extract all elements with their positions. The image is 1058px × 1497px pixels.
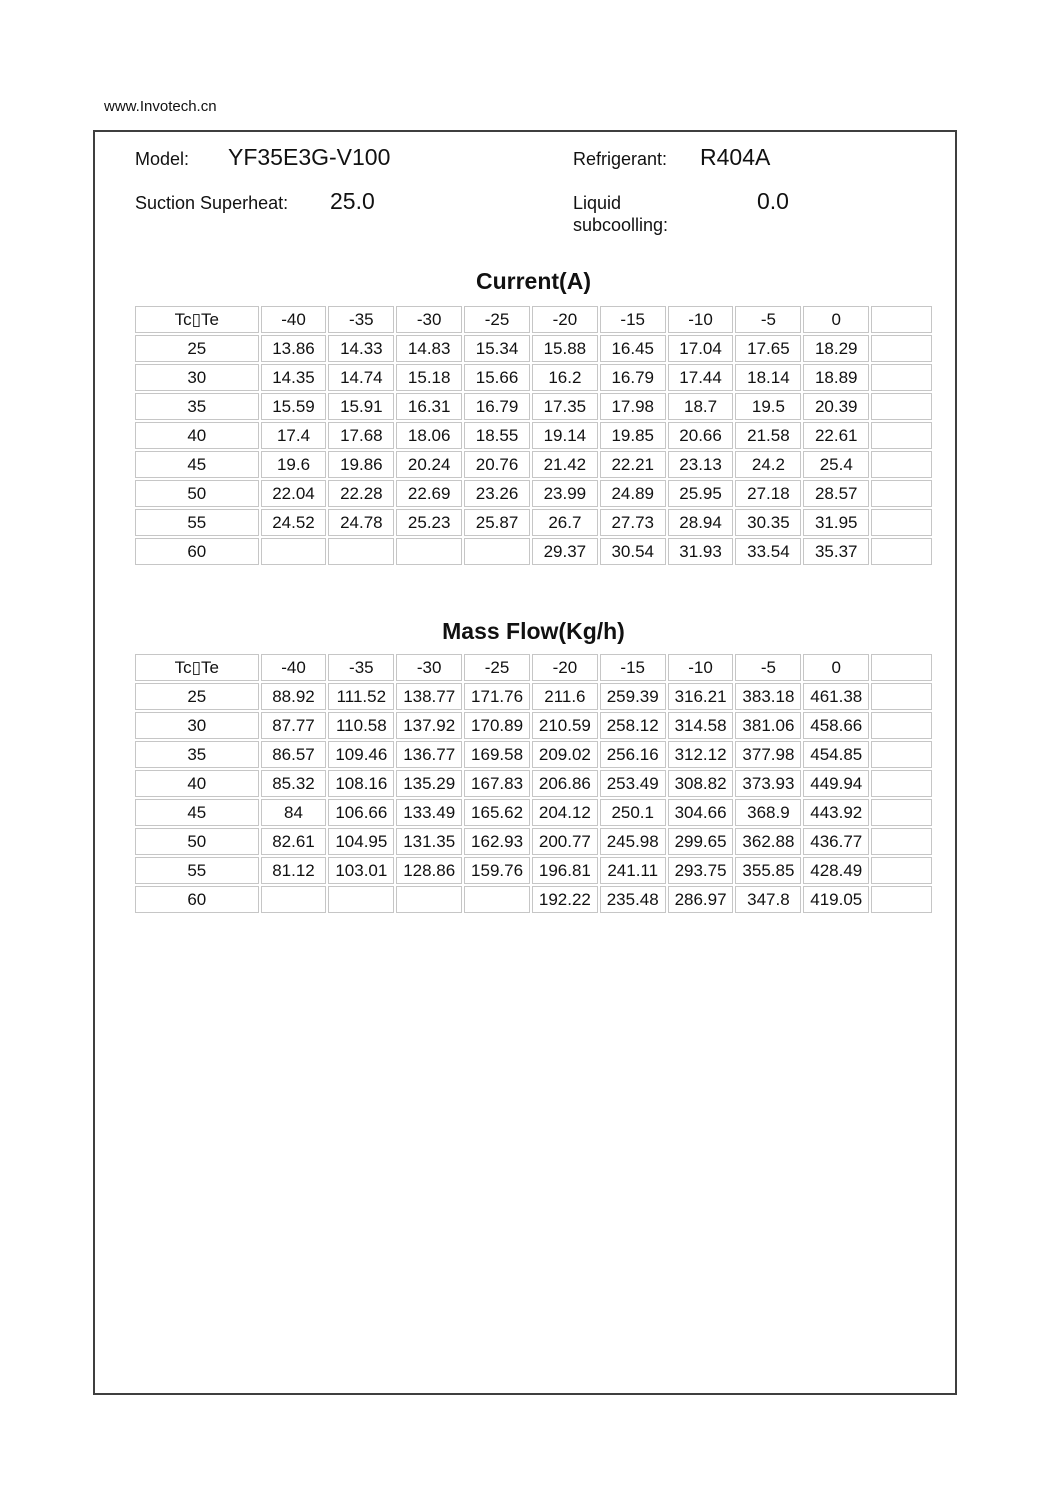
value-cell: 159.76 xyxy=(464,857,530,884)
value-cell: 31.95 xyxy=(803,509,869,536)
value-cell: 131.35 xyxy=(396,828,462,855)
value-cell: 258.12 xyxy=(600,712,666,739)
value-cell: 192.22 xyxy=(532,886,598,913)
table-row xyxy=(135,741,932,768)
value-cell: 21.58 xyxy=(735,422,801,449)
empty-cell xyxy=(328,538,394,565)
value-cell: 21.42 xyxy=(532,451,598,478)
value-cell: 204.12 xyxy=(532,799,598,826)
value-cell: 104.95 xyxy=(328,828,394,855)
col-header-cell: -5 xyxy=(735,306,801,333)
empty-cell xyxy=(871,509,932,536)
value-cell: 458.66 xyxy=(803,712,869,739)
empty-cell xyxy=(871,422,932,449)
value-cell: 18.7 xyxy=(668,393,734,420)
refrigerant-value: R404A xyxy=(700,144,771,170)
value-cell: 14.33 xyxy=(328,335,394,362)
value-cell: 167.83 xyxy=(464,770,530,797)
table-row xyxy=(135,770,932,797)
value-cell: 23.26 xyxy=(464,480,530,507)
table-header-row xyxy=(135,306,932,333)
value-cell: 314.58 xyxy=(668,712,734,739)
value-cell: 81.12 xyxy=(261,857,327,884)
table-row xyxy=(135,422,932,449)
value-cell: 316.21 xyxy=(668,683,734,710)
row-header-cell: 55 xyxy=(135,509,259,536)
value-cell: 29.37 xyxy=(532,538,598,565)
row-header-cell: 40 xyxy=(135,422,259,449)
value-cell: 82.61 xyxy=(261,828,327,855)
value-cell: 136.77 xyxy=(396,741,462,768)
liquid-subcooling-label: Liquid subcoolling: xyxy=(573,193,669,235)
table-row xyxy=(135,538,932,565)
value-cell: 14.35 xyxy=(261,364,327,391)
value-cell: 286.97 xyxy=(668,886,734,913)
value-cell: 368.9 xyxy=(735,799,801,826)
corner-header-cell: Tc▯Te xyxy=(135,654,259,681)
col-header-cell: -40 xyxy=(261,654,327,681)
col-header-cell: -35 xyxy=(328,306,394,333)
col-header-cell: -20 xyxy=(532,306,598,333)
value-cell: 86.57 xyxy=(261,741,327,768)
value-cell: 19.5 xyxy=(735,393,801,420)
value-cell: 171.76 xyxy=(464,683,530,710)
value-cell: 20.76 xyxy=(464,451,530,478)
col-header-cell: -10 xyxy=(668,654,734,681)
value-cell: 241.11 xyxy=(600,857,666,884)
empty-cell xyxy=(871,335,932,362)
empty-cell xyxy=(396,886,462,913)
value-cell: 26.7 xyxy=(532,509,598,536)
value-cell: 256.16 xyxy=(600,741,666,768)
empty-cell xyxy=(396,538,462,565)
empty-cell xyxy=(871,712,932,739)
value-cell: 18.29 xyxy=(803,335,869,362)
model-value: YF35E3G-V100 xyxy=(228,144,391,170)
value-cell: 18.89 xyxy=(803,364,869,391)
value-cell: 24.78 xyxy=(328,509,394,536)
row-header-cell: 35 xyxy=(135,741,259,768)
value-cell: 19.86 xyxy=(328,451,394,478)
value-cell: 138.77 xyxy=(396,683,462,710)
col-header-cell: -25 xyxy=(464,306,530,333)
row-header-cell: 60 xyxy=(135,538,259,565)
value-cell: 24.2 xyxy=(735,451,801,478)
value-cell: 383.18 xyxy=(735,683,801,710)
value-cell: 13.86 xyxy=(261,335,327,362)
value-cell: 210.59 xyxy=(532,712,598,739)
row-header-cell: 45 xyxy=(135,451,259,478)
table-row xyxy=(135,364,932,391)
value-cell: 22.21 xyxy=(600,451,666,478)
value-cell: 23.13 xyxy=(668,451,734,478)
current-table xyxy=(133,304,934,567)
value-cell: 18.14 xyxy=(735,364,801,391)
value-cell: 103.01 xyxy=(328,857,394,884)
value-cell: 87.77 xyxy=(261,712,327,739)
value-cell: 106.66 xyxy=(328,799,394,826)
value-cell: 15.18 xyxy=(396,364,462,391)
table-row xyxy=(135,683,932,710)
value-cell: 428.49 xyxy=(803,857,869,884)
row-header-cell: 30 xyxy=(135,364,259,391)
value-cell: 25.4 xyxy=(803,451,869,478)
liquid-subcooling-value: 0.0 xyxy=(757,188,789,214)
empty-cell xyxy=(871,480,932,507)
value-cell: 27.18 xyxy=(735,480,801,507)
col-header-cell: -5 xyxy=(735,654,801,681)
empty-cell xyxy=(871,857,932,884)
value-cell: 17.98 xyxy=(600,393,666,420)
empty-cell xyxy=(871,451,932,478)
col-header-cell: -15 xyxy=(600,654,666,681)
value-cell: 137.92 xyxy=(396,712,462,739)
value-cell: 211.6 xyxy=(532,683,598,710)
value-cell: 133.49 xyxy=(396,799,462,826)
value-cell: 15.88 xyxy=(532,335,598,362)
row-header-cell: 50 xyxy=(135,480,259,507)
value-cell: 30.54 xyxy=(600,538,666,565)
value-cell: 22.61 xyxy=(803,422,869,449)
value-cell: 110.58 xyxy=(328,712,394,739)
value-cell: 347.8 xyxy=(735,886,801,913)
value-cell: 196.81 xyxy=(532,857,598,884)
value-cell: 135.29 xyxy=(396,770,462,797)
value-cell: 170.89 xyxy=(464,712,530,739)
table-row xyxy=(135,886,932,913)
value-cell: 17.65 xyxy=(735,335,801,362)
row-header-cell: 25 xyxy=(135,335,259,362)
value-cell: 17.44 xyxy=(668,364,734,391)
value-cell: 14.83 xyxy=(396,335,462,362)
value-cell: 461.38 xyxy=(803,683,869,710)
value-cell: 362.88 xyxy=(735,828,801,855)
value-cell: 206.86 xyxy=(532,770,598,797)
table-row xyxy=(135,451,932,478)
col-header-cell: -15 xyxy=(600,306,666,333)
empty-cell xyxy=(871,741,932,768)
col-header-cell: -25 xyxy=(464,654,530,681)
value-cell: 28.94 xyxy=(668,509,734,536)
value-cell: 293.75 xyxy=(668,857,734,884)
value-cell: 200.77 xyxy=(532,828,598,855)
value-cell: 253.49 xyxy=(600,770,666,797)
value-cell: 19.6 xyxy=(261,451,327,478)
value-cell: 16.79 xyxy=(464,393,530,420)
empty-cell xyxy=(871,393,932,420)
value-cell: 88.92 xyxy=(261,683,327,710)
col-header-cell: 0 xyxy=(803,654,869,681)
col-header-cell: -20 xyxy=(532,654,598,681)
value-cell: 18.06 xyxy=(396,422,462,449)
website-url: www.Invotech.cn xyxy=(104,98,217,115)
table-row xyxy=(135,393,932,420)
empty-cell xyxy=(261,538,327,565)
value-cell: 15.34 xyxy=(464,335,530,362)
empty-cell xyxy=(871,799,932,826)
value-cell: 381.06 xyxy=(735,712,801,739)
value-cell: 436.77 xyxy=(803,828,869,855)
value-cell: 27.73 xyxy=(600,509,666,536)
col-header-cell: -30 xyxy=(396,654,462,681)
value-cell: 449.94 xyxy=(803,770,869,797)
value-cell: 15.59 xyxy=(261,393,327,420)
value-cell: 373.93 xyxy=(735,770,801,797)
value-cell: 111.52 xyxy=(328,683,394,710)
col-header-cell: -30 xyxy=(396,306,462,333)
table-row xyxy=(135,509,932,536)
value-cell: 355.85 xyxy=(735,857,801,884)
row-header-cell: 45 xyxy=(135,799,259,826)
value-cell: 308.82 xyxy=(668,770,734,797)
row-header-cell: 55 xyxy=(135,857,259,884)
table-row xyxy=(135,828,932,855)
value-cell: 165.62 xyxy=(464,799,530,826)
value-cell: 108.16 xyxy=(328,770,394,797)
value-cell: 22.28 xyxy=(328,480,394,507)
value-cell: 259.39 xyxy=(600,683,666,710)
empty-cell xyxy=(464,538,530,565)
value-cell: 15.66 xyxy=(464,364,530,391)
value-cell: 235.48 xyxy=(600,886,666,913)
col-header-cell: -40 xyxy=(261,306,327,333)
value-cell: 169.58 xyxy=(464,741,530,768)
table-row xyxy=(135,480,932,507)
suction-superheat-label: Suction Superheat: xyxy=(135,193,289,213)
value-cell: 443.92 xyxy=(803,799,869,826)
value-cell: 14.74 xyxy=(328,364,394,391)
empty-cell xyxy=(871,538,932,565)
value-cell: 250.1 xyxy=(600,799,666,826)
current-table-title: Current(A) xyxy=(476,268,591,294)
value-cell: 25.95 xyxy=(668,480,734,507)
value-cell: 25.87 xyxy=(464,509,530,536)
empty-cell xyxy=(328,886,394,913)
row-header-cell: 35 xyxy=(135,393,259,420)
value-cell: 23.99 xyxy=(532,480,598,507)
value-cell: 419.05 xyxy=(803,886,869,913)
empty-cell xyxy=(871,770,932,797)
value-cell: 128.86 xyxy=(396,857,462,884)
model-label: Model: xyxy=(135,149,190,169)
col-header-cell: 0 xyxy=(803,306,869,333)
value-cell: 84 xyxy=(261,799,327,826)
value-cell: 22.69 xyxy=(396,480,462,507)
value-cell: 304.66 xyxy=(668,799,734,826)
row-header-cell: 30 xyxy=(135,712,259,739)
value-cell: 15.91 xyxy=(328,393,394,420)
value-cell: 299.65 xyxy=(668,828,734,855)
row-header-cell: 25 xyxy=(135,683,259,710)
row-header-cell: 60 xyxy=(135,886,259,913)
massflow-table xyxy=(133,652,934,915)
value-cell: 24.52 xyxy=(261,509,327,536)
empty-cell xyxy=(871,886,932,913)
empty-cell xyxy=(871,828,932,855)
table-row xyxy=(135,857,932,884)
value-cell: 20.24 xyxy=(396,451,462,478)
row-header-cell: 40 xyxy=(135,770,259,797)
value-cell: 20.39 xyxy=(803,393,869,420)
value-cell: 17.4 xyxy=(261,422,327,449)
value-cell: 209.02 xyxy=(532,741,598,768)
empty-cell xyxy=(871,654,932,681)
table-row xyxy=(135,712,932,739)
value-cell: 31.93 xyxy=(668,538,734,565)
refrigerant-label: Refrigerant: xyxy=(573,149,668,169)
value-cell: 19.85 xyxy=(600,422,666,449)
value-cell: 33.54 xyxy=(735,538,801,565)
table-row xyxy=(135,799,932,826)
value-cell: 18.55 xyxy=(464,422,530,449)
value-cell: 109.46 xyxy=(328,741,394,768)
value-cell: 20.66 xyxy=(668,422,734,449)
value-cell: 25.23 xyxy=(396,509,462,536)
empty-cell xyxy=(261,886,327,913)
value-cell: 312.12 xyxy=(668,741,734,768)
value-cell: 245.98 xyxy=(600,828,666,855)
corner-header-cell: Tc▯Te xyxy=(135,306,259,333)
value-cell: 28.57 xyxy=(803,480,869,507)
value-cell: 19.14 xyxy=(532,422,598,449)
suction-superheat-value: 25.0 xyxy=(330,188,375,214)
value-cell: 377.98 xyxy=(735,741,801,768)
table-header-row xyxy=(135,654,932,681)
empty-cell xyxy=(871,364,932,391)
value-cell: 16.45 xyxy=(600,335,666,362)
value-cell: 16.31 xyxy=(396,393,462,420)
empty-cell xyxy=(464,886,530,913)
value-cell: 17.68 xyxy=(328,422,394,449)
value-cell: 162.93 xyxy=(464,828,530,855)
value-cell: 24.89 xyxy=(600,480,666,507)
table-row xyxy=(135,335,932,362)
value-cell: 22.04 xyxy=(261,480,327,507)
row-header-cell: 50 xyxy=(135,828,259,855)
col-header-cell: -35 xyxy=(328,654,394,681)
value-cell: 35.37 xyxy=(803,538,869,565)
empty-cell xyxy=(871,306,932,333)
value-cell: 30.35 xyxy=(735,509,801,536)
value-cell: 17.35 xyxy=(532,393,598,420)
value-cell: 17.04 xyxy=(668,335,734,362)
value-cell: 454.85 xyxy=(803,741,869,768)
empty-cell xyxy=(871,683,932,710)
massflow-table-title: Mass Flow(Kg/h) xyxy=(442,618,625,644)
datasheet-frame xyxy=(93,130,957,1395)
col-header-cell: -10 xyxy=(668,306,734,333)
value-cell: 16.2 xyxy=(532,364,598,391)
value-cell: 85.32 xyxy=(261,770,327,797)
value-cell: 16.79 xyxy=(600,364,666,391)
